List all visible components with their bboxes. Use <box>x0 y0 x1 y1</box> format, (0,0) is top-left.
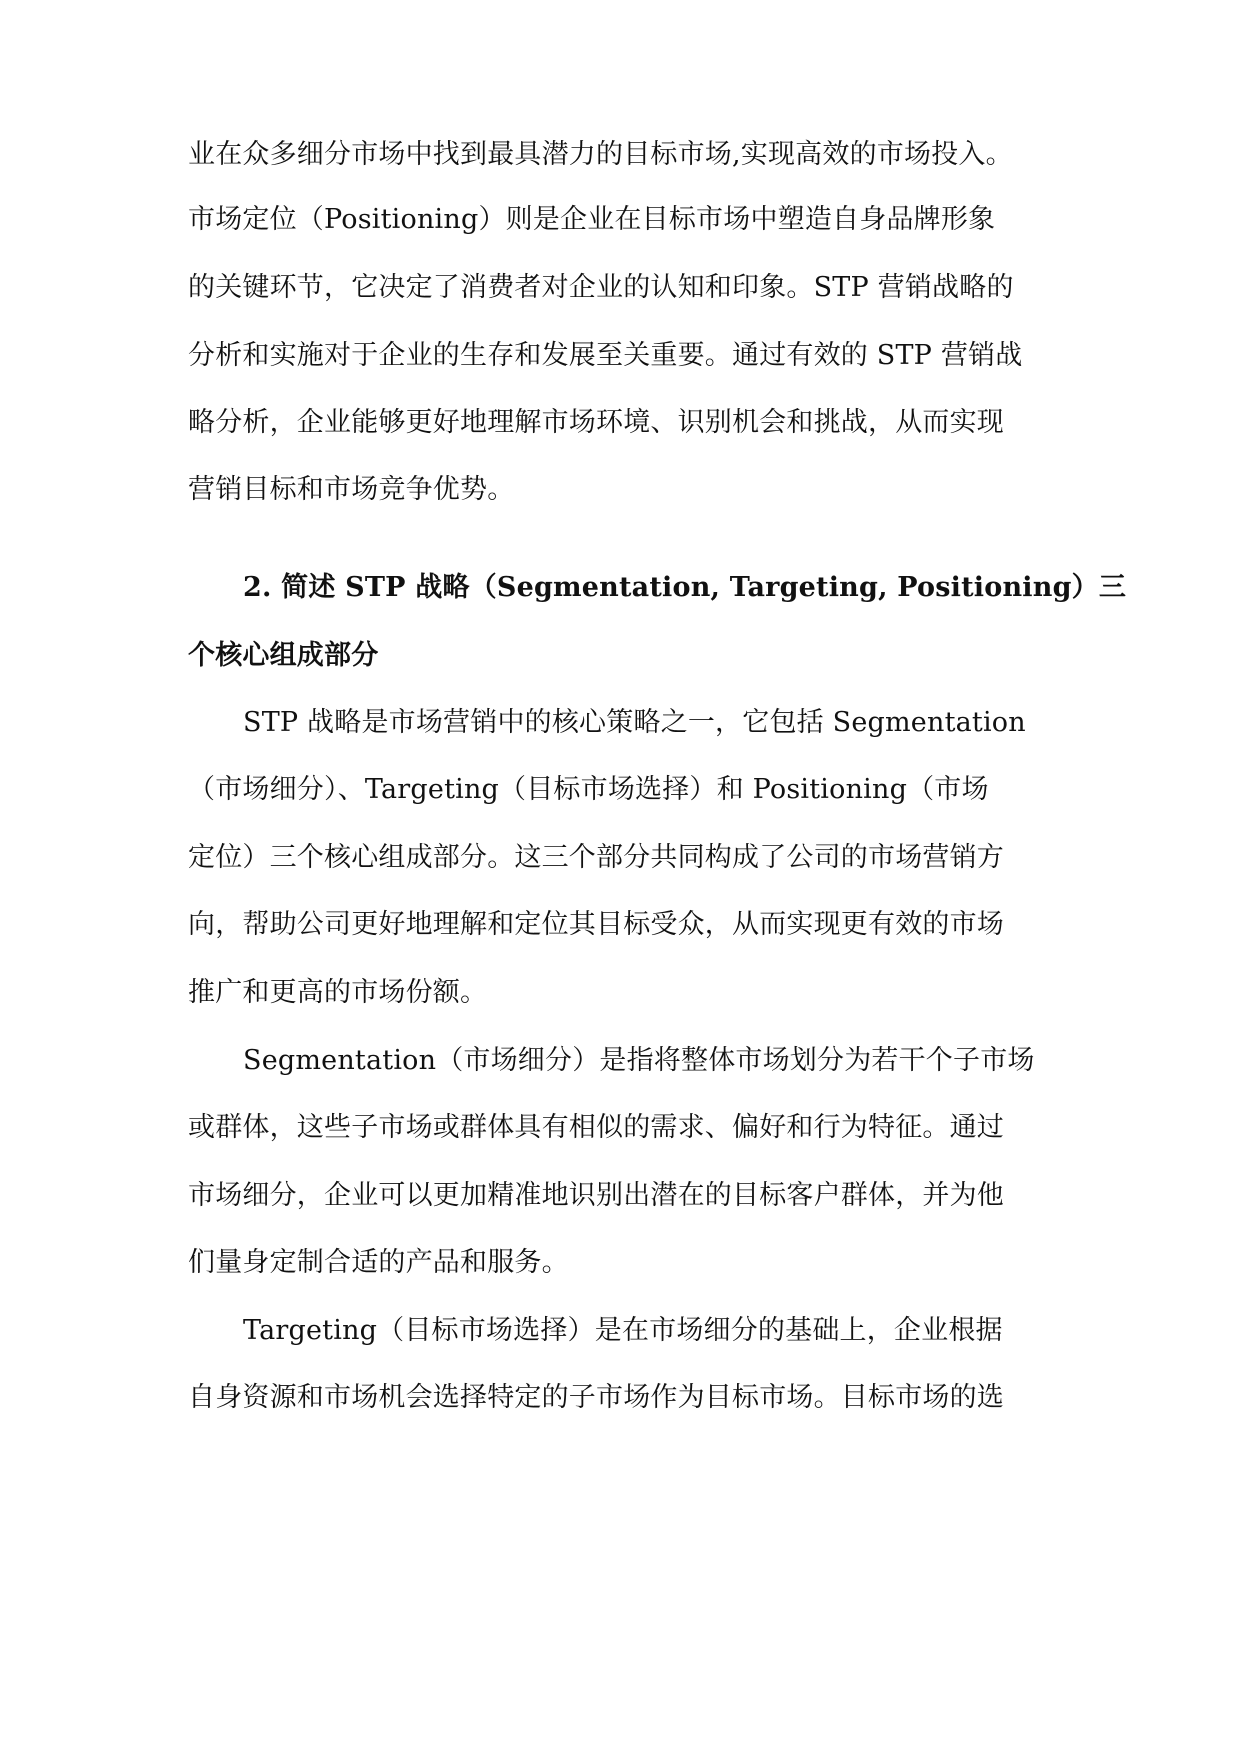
targeting-line-1: Targeting（目标市场选择）是在市场细分的基础上，企业根据 <box>243 1315 1003 1346</box>
overview-line-1: STP 战略是市场营销中的核心策略之一，它包括 Segmentation <box>243 707 1026 738</box>
intro-line-2: 市场定位（Positioning）则是企业在目标市场中塑造自身品牌形象 <box>188 204 996 235</box>
overview-line-4: 向，帮助公司更好地理解和定位其目标受众，从而实现更有效的市场 <box>188 909 1004 940</box>
intro-line-6: 营销目标和市场竞争优势。 <box>188 474 515 505</box>
section-heading-line-2: 个核心组成部分 <box>188 640 379 671</box>
section-heading-line-1: 2. 简述 STP 战略（Segmentation, Targeting, Positioning）三 <box>243 572 1127 603</box>
intro-line-1: 业在众多细分市场中找到最具潜力的目标市场,实现高效的市场投入。 <box>188 139 1013 170</box>
segmentation-line-1: Segmentation（市场细分）是指将整体市场划分为若干个子市场 <box>243 1045 1035 1076</box>
targeting-line-2: 自身资源和市场机会选择特定的子市场作为目标市场。目标市场的选 <box>188 1382 1004 1413</box>
intro-line-3: 的关键环节，它决定了消费者对企业的认知和印象。STP 营销战略的 <box>188 272 1014 303</box>
overview-line-5: 推广和更高的市场份额。 <box>188 977 488 1008</box>
segmentation-line-4: 们量身定制合适的产品和服务。 <box>188 1247 569 1278</box>
overview-line-3: 定位）三个核心组成部分。这三个部分共同构成了公司的市场营销方 <box>188 842 1004 873</box>
overview-line-2: （市场细分）、Targeting（目标市场选择）和 Positioning（市场 <box>188 774 989 805</box>
intro-line-4: 分析和实施对于企业的生存和发展至关重要。通过有效的 STP 营销战 <box>188 340 1023 371</box>
segmentation-line-2: 或群体，这些子市场或群体具有相似的需求、偏好和行为特征。通过 <box>188 1112 1004 1143</box>
segmentation-line-3: 市场细分，企业可以更加精准地识别出潜在的目标客户群体，并为他 <box>188 1180 1004 1211</box>
intro-line-5: 略分析，企业能够更好地理解市场环境、识别机会和挑战，从而实现 <box>188 407 1004 438</box>
